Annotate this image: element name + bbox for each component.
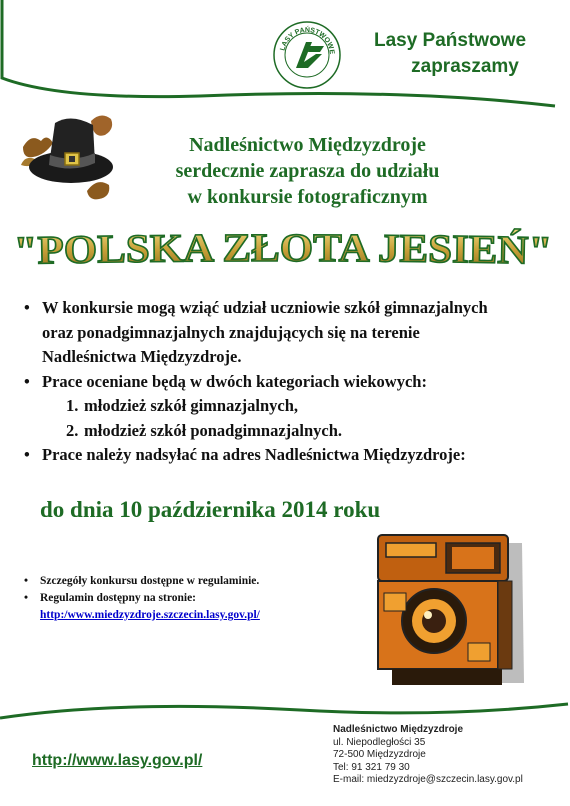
- rule-text: oraz ponadgimnazjalnych znajdujących się na terenie: [42, 322, 420, 342]
- logo-text: LASY PAŃSTWOWE: [279, 26, 336, 55]
- bullet-icon: •: [24, 592, 29, 604]
- bullet-icon: •: [24, 371, 30, 391]
- category-item: [42, 394, 562, 419]
- contact-email[interactable]: E-mail: miedzyzdroje@szczecin.lasy.gov.pl: [333, 774, 523, 786]
- category-item: [42, 419, 562, 444]
- rule-categories: [22, 370, 562, 444]
- regulations-link[interactable]: http:/www.miedzyzdroje.szczecin.lasy.gov.pl/: [40, 609, 260, 621]
- contact-phone: Tel: 91 321 79 30: [333, 761, 410, 773]
- contest-title-text: "POLSKA ZŁOTA JESIEŃ": [13, 224, 552, 273]
- brand-tagline: zapraszamy: [411, 56, 519, 77]
- brand-name: Lasy Państwowe: [373, 30, 527, 51]
- invitation-line-1: Nadleśnictwo Międzyzdroje: [189, 134, 426, 156]
- deadline-text: do dnia 10 października 2014 roku: [40, 497, 381, 522]
- rule-text: W konkursie mogą wziąć udział uczniowie szkół gimnazjalnych: [42, 298, 488, 317]
- invitation-line-3: w konkursie fotograficznym: [187, 186, 428, 208]
- rule-text: Prace należy nadsyłać na adres Nadleśnictwa Międzyzdroje:: [42, 445, 466, 464]
- invitation-line-2: serdecznie zaprasza do udziału: [175, 160, 440, 182]
- category-label: młodzież szkół ponadgimnazjalnych.: [84, 420, 343, 440]
- lasy-panstwowe-logo: [272, 20, 342, 90]
- bullet-icon: •: [24, 298, 30, 317]
- category-number: 1.: [66, 396, 79, 415]
- contest-title: [0, 218, 570, 280]
- bullet-icon: •: [24, 575, 29, 587]
- contact-block: [333, 724, 563, 787]
- rule-eligibility: [22, 296, 562, 370]
- category-label: młodzież szkół gimnazjalnych,: [84, 396, 299, 415]
- pilgrim-hat-illustration: [15, 103, 125, 201]
- contact-name: Nadleśnictwo Międzyzdroje: [333, 724, 464, 735]
- brand-block: [350, 28, 550, 80]
- invitation-text: [110, 132, 505, 210]
- info-item: [22, 590, 352, 624]
- contest-rules: [22, 296, 562, 468]
- lasy-website-link[interactable]: http://www.lasy.gov.pl/: [32, 752, 203, 769]
- info-text: Regulamin dostępny na stronie:: [40, 592, 197, 604]
- svg-text:"POLSKA ZŁOTA JESIEŃ": [13, 225, 552, 273]
- rule-text: Nadleśnictwa Międzyzdroje.: [42, 347, 242, 366]
- contact-street: ul. Niepodległości 35: [333, 736, 426, 748]
- info-text: Szczegóły konkursu dostępne w regulaminie.: [40, 575, 260, 587]
- rule-text: Prace oceniane będą w dwóch kategoriach wiekowych:: [42, 371, 427, 391]
- instant-camera-illustration: [372, 533, 532, 703]
- rule-submission: [22, 443, 562, 468]
- bullet-icon: •: [24, 445, 30, 464]
- regulations-info: [22, 573, 352, 624]
- info-item: [22, 573, 352, 590]
- category-number: 2.: [66, 420, 79, 440]
- contact-city: 72-500 Międzyzdroje: [333, 749, 426, 761]
